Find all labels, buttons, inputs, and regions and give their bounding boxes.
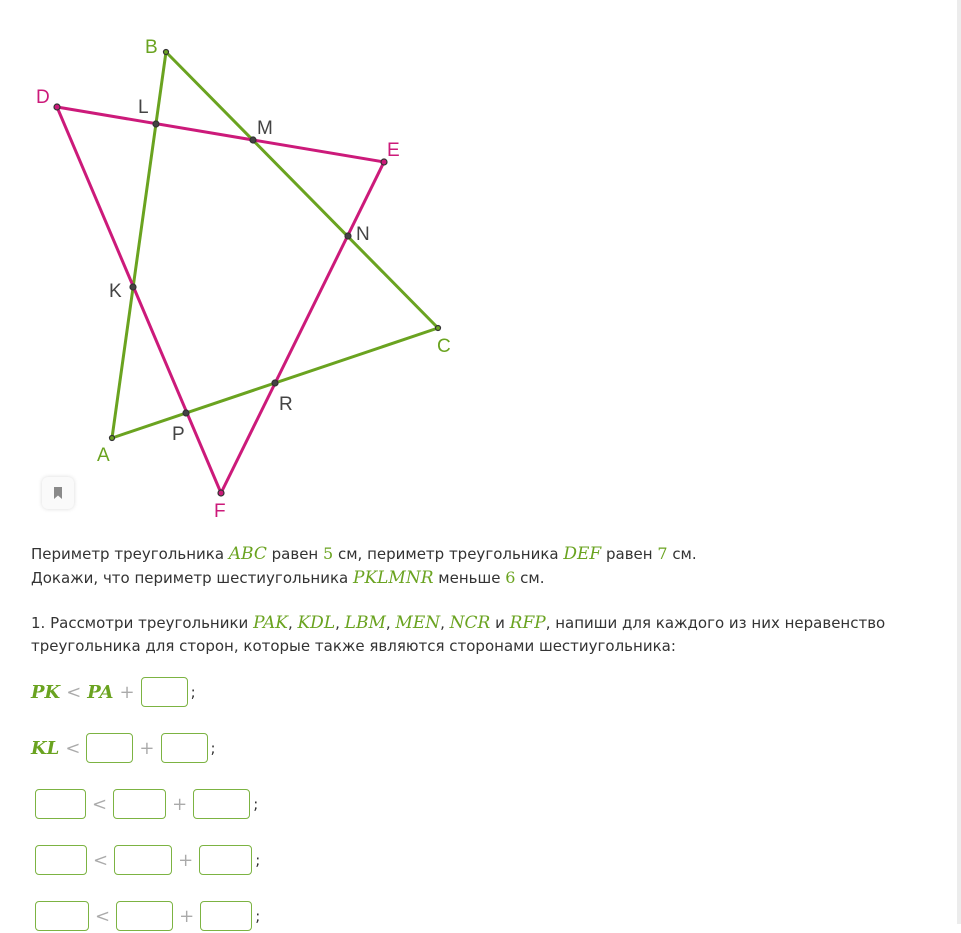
answer-input[interactable]	[193, 789, 250, 819]
plus-sign: +	[178, 849, 194, 871]
plus-sign: +	[119, 681, 135, 703]
answer-input[interactable]	[35, 789, 86, 819]
lhs-label: PK	[31, 681, 61, 703]
inequality-row-4	[35, 843, 260, 877]
answer-input[interactable]	[114, 845, 172, 875]
inequality-row-3	[35, 787, 258, 821]
point-c	[436, 326, 441, 331]
label-c: C	[437, 336, 451, 357]
label-r: R	[279, 394, 293, 415]
plus-sign: +	[139, 737, 155, 759]
less-than-sign: <	[95, 905, 111, 927]
answer-input[interactable]	[141, 677, 188, 707]
pa-label: PA	[87, 681, 114, 703]
geometry-figure	[0, 0, 480, 530]
label-l: L	[138, 97, 149, 118]
less-than-sign: <	[66, 681, 82, 703]
label-k: K	[109, 281, 122, 302]
bookmark-button[interactable]	[42, 477, 74, 509]
label-f: F	[214, 501, 226, 522]
point-k	[130, 284, 136, 290]
point-f	[218, 490, 224, 496]
triangle-def	[57, 107, 384, 493]
statement-line-2: Докажи, что периметр шестиугольника PKLMNR меньше 6 см.	[31, 568, 545, 588]
point-b	[164, 50, 169, 55]
less-than-sign: <	[93, 849, 109, 871]
answer-input[interactable]	[86, 733, 133, 763]
bookmark-icon	[52, 486, 64, 500]
segment-ef	[221, 162, 384, 493]
scrollbar-track[interactable]	[957, 0, 961, 924]
less-than-sign: <	[92, 793, 108, 815]
inequality-row-5	[35, 899, 260, 933]
answer-input[interactable]	[199, 845, 252, 875]
answer-input[interactable]	[200, 901, 252, 931]
label-n: N	[356, 224, 370, 245]
point-d	[54, 104, 60, 110]
answer-input[interactable]	[113, 789, 166, 819]
segment-bc	[166, 52, 438, 328]
label-a: A	[97, 445, 110, 466]
label-p: P	[172, 424, 185, 445]
point-r	[272, 380, 278, 386]
segment-fd	[57, 107, 221, 493]
label-b: B	[145, 37, 158, 58]
semicolon: ;	[255, 907, 261, 925]
point-n	[345, 233, 351, 239]
semicolon: ;	[190, 683, 196, 701]
less-than-sign: <	[65, 737, 81, 759]
point-p	[183, 410, 189, 416]
point-a	[110, 436, 115, 441]
plus-sign: +	[172, 793, 188, 815]
point-m	[250, 137, 256, 143]
inequality-row-1	[31, 675, 196, 709]
task-statement	[31, 542, 936, 658]
point-l	[153, 121, 159, 127]
label-d: D	[36, 87, 50, 108]
plus-sign: +	[179, 905, 195, 927]
answer-input[interactable]	[116, 901, 173, 931]
label-e: E	[387, 140, 400, 161]
answer-input[interactable]	[35, 901, 89, 931]
segment-de	[57, 107, 384, 162]
semicolon: ;	[255, 851, 261, 869]
answer-input[interactable]	[35, 845, 87, 875]
step-instruction: 1. Рассмотри треугольники PAK, KDL, LBM, MEN, NCR и RFP, напиши для каждого из них неравенство треугольника для сторон, которые также являются сторонами шестиугольника:	[31, 613, 886, 655]
semicolon: ;	[210, 739, 216, 757]
lhs-label: KL	[31, 737, 60, 759]
answer-input[interactable]	[161, 733, 208, 763]
semicolon: ;	[253, 795, 259, 813]
inequality-row-2	[31, 731, 216, 765]
statement-line-1: Периметр треугольника ABC равен 5 см, периметр треугольника DEF равен 7 см.	[31, 544, 697, 564]
label-m: M	[257, 118, 273, 139]
